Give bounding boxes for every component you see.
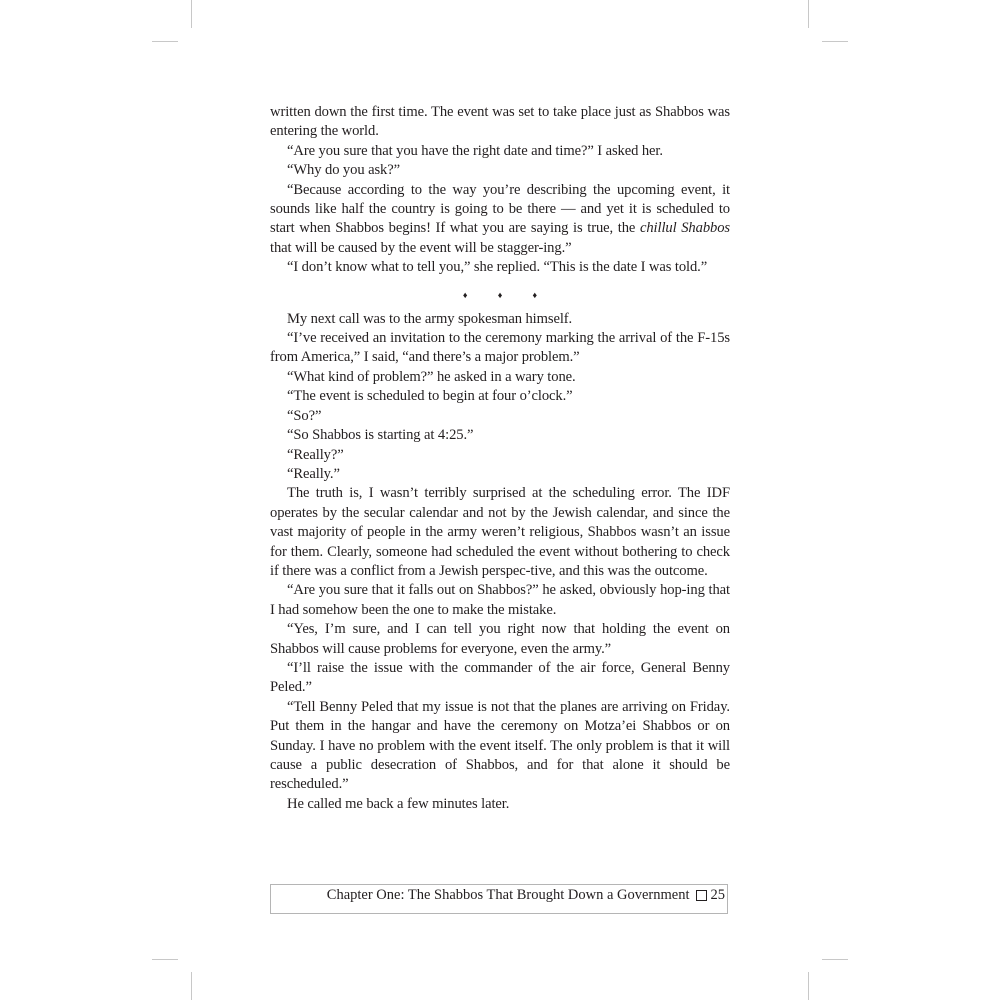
paragraph: “Really?” (287, 446, 344, 463)
paragraph: The truth is, I wasn’t terribly surprised at the scheduling error. The IDF operates by the secular calendar and not by the Jewish calendar, and since the vast majority of people in the army weren’t religious, Shabbos wasn’t an issue for them. Clearly, someone had scheduled the event without bothering to check if there was a conflict from a Jewish perspec-tive, and this was the outcome. (270, 485, 730, 579)
square-separator-icon (696, 890, 707, 901)
paragraph: “What kind of problem?” he asked in a wary tone. (287, 368, 576, 385)
section-divider: ♦ ♦ ♦ (462, 289, 552, 300)
paragraph: written down the first time. The event was set to take place just as Shabbos was entering the world. (270, 104, 730, 140)
paragraph: “I don’t know what to tell you,” she replied. “This is the date I was told.” (287, 259, 708, 276)
footer-content (327, 886, 725, 904)
paragraph: “I’ll raise the issue with the commander of the air force, General Benny Peled.” (270, 659, 730, 696)
italic-term: chillul Shabbos (639, 220, 730, 237)
paragraph: “Are you sure that you have the right date and time?” I asked her. (287, 142, 663, 159)
paragraph: “So Shabbos is starting at 4:25.” (287, 427, 474, 444)
paragraph (270, 181, 730, 259)
crop-mark-top-right (808, 0, 809, 28)
paragraph: “Yes, I’m sure, and I can tell you right now that holding the event on Shabbos will cause problems for everyone, even the army.” (270, 621, 730, 657)
paragraph: My next call was to the army spokesman himself. (287, 310, 573, 327)
paragraph: “Tell Benny Peled that my issue is not that the planes are arriving on Friday. Put them in the hangar and have the ceremony on Motza’ei Shabbos or on Sunday. I have no problem with the event itself. The only problem is that it will cause a public desecration of Shabbos, and for that alone it should be rescheduled.” (270, 698, 730, 793)
crop-mark-left-bottom (152, 959, 178, 960)
paragraph-text: that will be caused by the event will be stagger-ing.” (270, 239, 572, 256)
crop-mark-top-left (191, 0, 192, 28)
crop-mark-bottom-left (191, 972, 192, 1000)
paragraph: “The event is scheduled to begin at four o’clock.” (287, 388, 573, 405)
body-text (270, 103, 730, 814)
running-head: Chapter One: The Shabbos That Brought Down a Government (326, 887, 690, 903)
paragraph: “Really.” (287, 465, 340, 482)
crop-mark-bottom-right (808, 972, 809, 1000)
page-number: 25 (710, 887, 725, 903)
paragraph: “Why do you ask?” (287, 162, 400, 179)
paragraph: “I’ve received an invitation to the ceremony marking the arrival of the F-15s from America,” I said, “and there’s a major problem.” (270, 330, 730, 366)
paragraph-text: “Because according to the way you’re describing the upcoming event, it sounds like half the country is going to be there — and yet it is scheduled to start when Shabbos begins! If what you are saying is true, the (270, 181, 730, 237)
paragraph: “Are you sure that it falls out on Shabbos?” he asked, obviously hop-ing that I had somehow been the one to make the mistake. (270, 582, 730, 618)
crop-mark-left-top (152, 41, 178, 42)
crop-mark-right-top (822, 41, 848, 42)
paragraph: “So?” (287, 407, 322, 424)
paragraph: He called me back a few minutes later. (287, 795, 510, 812)
page-footer (270, 884, 728, 914)
crop-mark-right-bottom (822, 959, 848, 960)
